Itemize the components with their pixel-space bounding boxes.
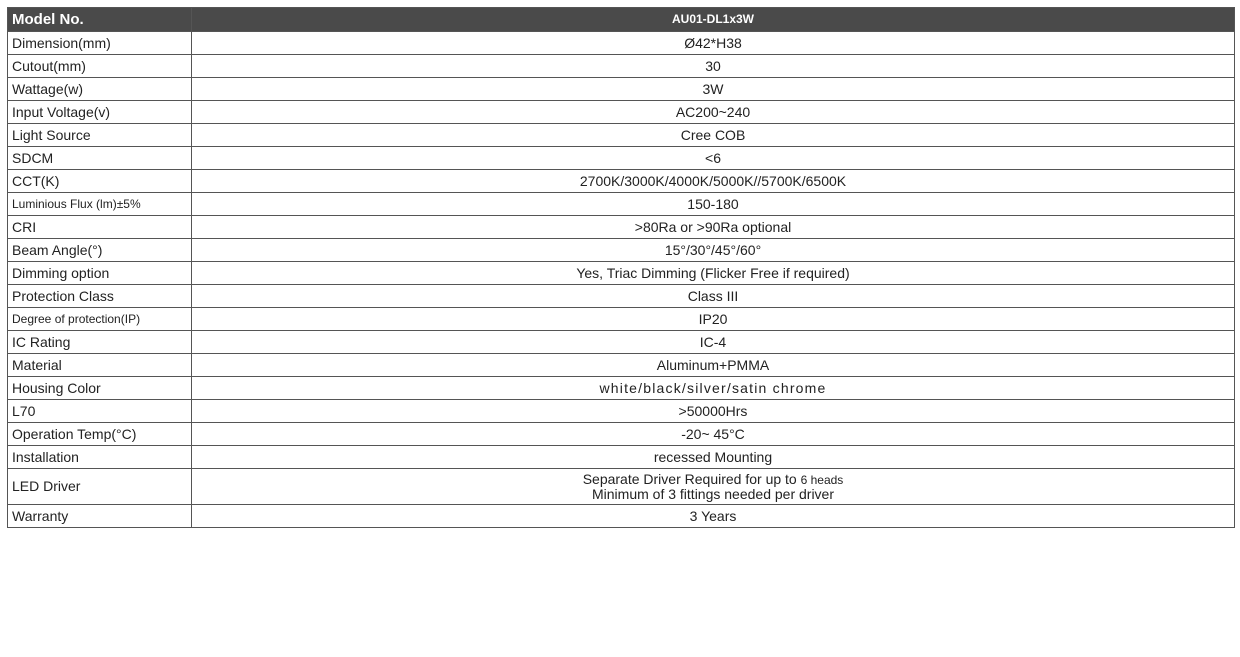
row-value: recessed Mounting <box>192 446 1235 469</box>
spec-table <box>7 7 1235 528</box>
table-row <box>8 446 1235 469</box>
row-value: 3W <box>192 78 1235 101</box>
row-value: 3 Years <box>192 505 1235 528</box>
row-value: 2700K/3000K/4000K/5000K//5700K/6500K <box>192 170 1235 193</box>
table-row <box>8 216 1235 239</box>
table-row <box>8 423 1235 446</box>
header-model-value: AU01-DL1x3W <box>192 8 1235 32</box>
row-label: Degree of protection(IP) <box>8 308 192 331</box>
row-label: LED Driver <box>8 469 192 505</box>
row-value: >80Ra or >90Ra optional <box>192 216 1235 239</box>
row-value: <6 <box>192 147 1235 170</box>
row-label: Beam Angle(°) <box>8 239 192 262</box>
table-row <box>8 308 1235 331</box>
table-row <box>8 377 1235 400</box>
row-label: CRI <box>8 216 192 239</box>
row-label: Dimension(mm) <box>8 32 192 55</box>
row-value: Ø42*H38 <box>192 32 1235 55</box>
row-value: white/black/silver/satin chrome <box>192 377 1235 400</box>
table-row <box>8 55 1235 78</box>
row-value: AC200~240 <box>192 101 1235 124</box>
row-label: Protection Class <box>8 285 192 308</box>
table-row <box>8 101 1235 124</box>
table-row <box>8 147 1235 170</box>
row-value: IP20 <box>192 308 1235 331</box>
row-label: Warranty <box>8 505 192 528</box>
driver-line-2: Minimum of 3 fittings needed per driver <box>592 486 834 502</box>
driver-line-1-heads: 6 heads <box>800 473 844 487</box>
row-label: Light Source <box>8 124 192 147</box>
row-label: Installation <box>8 446 192 469</box>
row-label: Dimming option <box>8 262 192 285</box>
table-row <box>8 32 1235 55</box>
table-row <box>8 170 1235 193</box>
table-row <box>8 193 1235 216</box>
table-row <box>8 505 1235 528</box>
row-value: 150-180 <box>192 193 1235 216</box>
row-label: Operation Temp(°C) <box>8 423 192 446</box>
row-value: Cree COB <box>192 124 1235 147</box>
row-label: L70 <box>8 400 192 423</box>
header-label: Model No. <box>8 8 192 32</box>
row-label: Input Voltage(v) <box>8 101 192 124</box>
row-label: Housing Color <box>8 377 192 400</box>
row-label: Material <box>8 354 192 377</box>
row-label: Wattage(w) <box>8 78 192 101</box>
header-row <box>8 8 1235 32</box>
table-row <box>8 124 1235 147</box>
row-label: IC Rating <box>8 331 192 354</box>
table-row <box>8 354 1235 377</box>
row-value: Class III <box>192 285 1235 308</box>
table-row <box>8 331 1235 354</box>
row-label: Cutout(mm) <box>8 55 192 78</box>
row-value: Yes, Triac Dimming (Flicker Free if required) <box>192 262 1235 285</box>
row-label: Luminious Flux (lm)±5% <box>8 193 192 216</box>
table-row <box>8 239 1235 262</box>
row-value: 15°/30°/45°/60° <box>192 239 1235 262</box>
row-label: CCT(K) <box>8 170 192 193</box>
row-value: Aluminum+PMMA <box>192 354 1235 377</box>
row-value: >50000Hrs <box>192 400 1235 423</box>
table-row <box>8 78 1235 101</box>
row-value-led-driver <box>192 469 1235 505</box>
driver-line-1 <box>196 472 1230 487</box>
table-row-led-driver <box>8 469 1235 505</box>
row-label: SDCM <box>8 147 192 170</box>
row-value: 30 <box>192 55 1235 78</box>
table-row <box>8 400 1235 423</box>
row-value: -20~ 45°C <box>192 423 1235 446</box>
table-row <box>8 262 1235 285</box>
driver-line-1-main: Separate Driver Required for up to <box>582 471 801 487</box>
table-row <box>8 285 1235 308</box>
row-value: IC-4 <box>192 331 1235 354</box>
